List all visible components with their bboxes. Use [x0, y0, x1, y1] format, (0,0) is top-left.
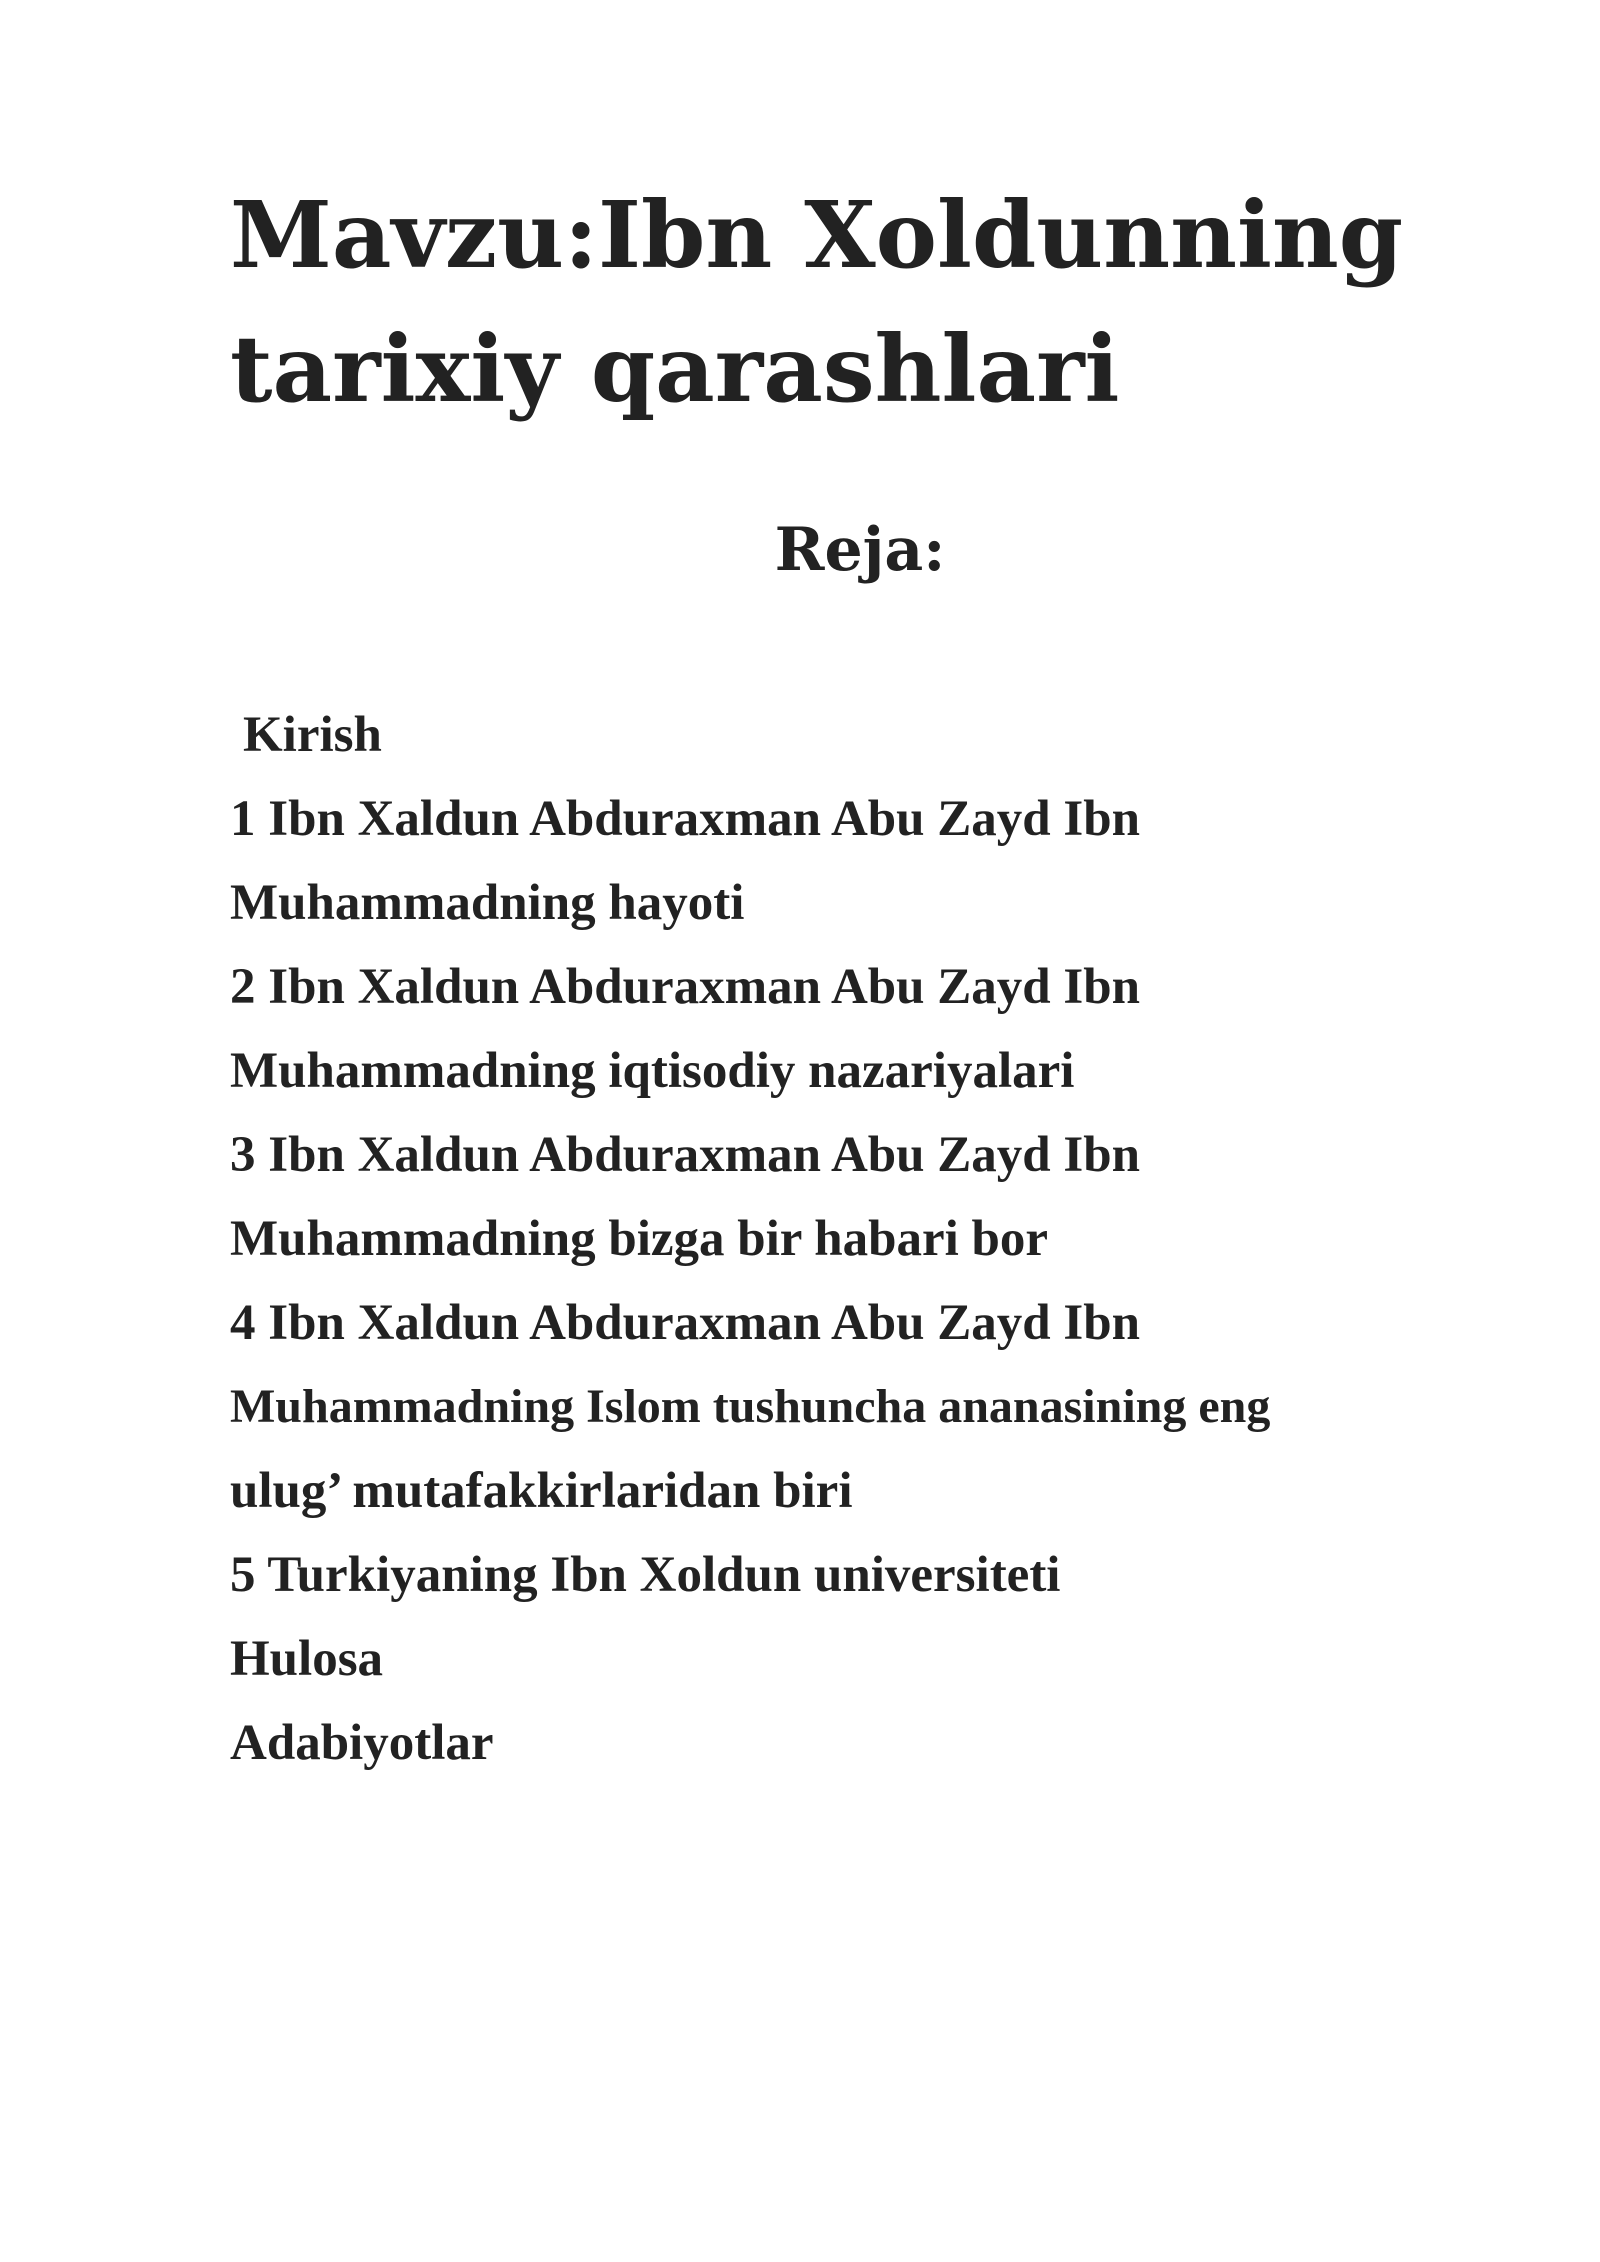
- title-line-2: tarixiy qarashlari: [230, 315, 1120, 423]
- plan-outline: [230, 693, 1500, 1785]
- outline-item: 3 Ibn Xaldun Abduraxman Abu Zayd Ibn: [230, 1127, 1140, 1183]
- document-title: [230, 168, 1430, 436]
- outline-item-conclusion: Hulosa: [230, 1631, 384, 1687]
- outline-item: Muhammadning hayoti: [230, 875, 745, 931]
- outline-item: Muhammadning iqtisodiy nazariyalari: [230, 1043, 1075, 1099]
- outline-item: ulug’ mutafakkirlaridan biri: [230, 1463, 853, 1519]
- outline-item: 2 Ibn Xaldun Abduraxman Abu Zayd Ibn: [230, 959, 1140, 1015]
- outline-item: 1 Ibn Xaldun Abduraxman Abu Zayd Ibn: [230, 791, 1140, 847]
- outline-item: 4 Ibn Xaldun Abduraxman Abu Zayd Ibn: [230, 1295, 1140, 1351]
- plan-heading: Reja:: [774, 515, 946, 585]
- title-line-1: Mavzu:Ibn Xoldunning: [230, 181, 1404, 289]
- outline-item: Muhammadning Islom tushuncha ananasining eng: [230, 1380, 1271, 1433]
- outline-item: Muhammadning bizga bir habari bor: [230, 1211, 1049, 1267]
- outline-item: 5 Turkiyaning Ibn Xoldun universiteti: [230, 1547, 1061, 1603]
- outline-item-references: Adabiyotlar: [230, 1715, 494, 1771]
- outline-item-introduction: Kirish: [243, 707, 382, 763]
